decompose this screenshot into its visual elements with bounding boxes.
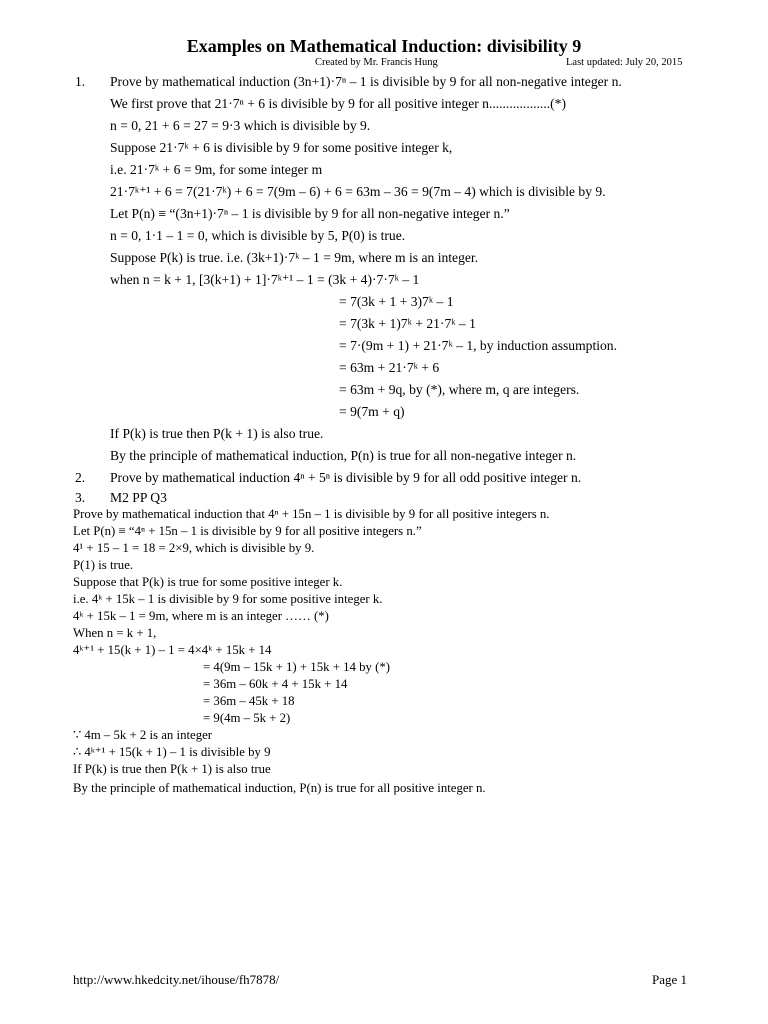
ex3-conclusion: ∵ 4m – 5k + 2 is an integer	[73, 728, 213, 742]
ex1-step: = 9(7m + q)	[339, 404, 405, 419]
ex3-line: 4ᵏ⁺¹ + 15(k + 1) – 1 = 4×4ᵏ + 15k + 14	[73, 643, 272, 657]
author-credit: Created by Mr. Francis Hung	[315, 57, 438, 68]
page-title: Examples on Mathematical Induction: divisibility 9	[186, 36, 582, 56]
ex1-step: = 7(3k + 1)7ᵏ + 21·7ᵏ – 1	[339, 316, 476, 331]
ex3-line: Let P(n) ≡ “4ⁿ + 15n – 1 is divisible by 9 for all positive integers n.”	[73, 524, 422, 538]
ex1-conclusion: If P(k) is true then P(k + 1) is also true.	[110, 426, 324, 441]
ex3-line: Suppose that P(k) is true for some positive integer k.	[73, 575, 343, 589]
ex3-step: = 9(4m – 5k + 2)	[203, 711, 291, 725]
ex3-line: 4¹ + 15 – 1 = 18 = 2×9, which is divisible by 9.	[73, 541, 315, 555]
ex3-conclusion: By the principle of mathematical induction, P(n) is true for all positive integer n.	[73, 781, 486, 795]
ex1-line: Let P(n) ≡ “(3n+1)·7ⁿ – 1 is divisible by 9 for all non-negative integer n.”	[110, 206, 510, 221]
example-2-number: 2.	[75, 470, 86, 485]
footer-url: http://www.hkedcity.net/ihouse/fh7878/	[73, 972, 280, 987]
ex3-line: 4ᵏ + 15k – 1 = 9m, where m is an integer …… (*)	[73, 609, 329, 623]
ex3-line: Prove by mathematical induction that 4ⁿ + 15n – 1 is divisible by 9 for all positive integers n.	[73, 507, 550, 521]
last-updated: Last updated: July 20, 2015	[566, 57, 683, 68]
example-3-number: 3.	[75, 490, 86, 505]
ex3-step: = 36m – 45k + 18	[203, 694, 295, 708]
ex1-line: n = 0, 21 + 6 = 27 = 9·3 which is divisible by 9.	[110, 118, 371, 133]
ex3-line: When n = k + 1,	[73, 626, 157, 640]
ex1-step: = 63m + 21·7ᵏ + 6	[339, 360, 440, 375]
ex1-line: Suppose P(k) is true. i.e. (3k+1)·7ᵏ – 1 = 9m, where m is an integer.	[110, 250, 479, 265]
example-1-number: 1.	[75, 74, 86, 89]
ex3-conclusion: ∴ 4ᵏ⁺¹ + 15(k + 1) – 1 is divisible by 9	[73, 745, 271, 759]
ex1-line: 21·7ᵏ⁺¹ + 6 = 7(21·7ᵏ) + 6 = 7(9m – 6) + 6 = 63m – 36 = 9(7m – 4) which is divisible by 9.	[110, 184, 606, 199]
page-number: Page 1	[652, 972, 688, 987]
ex1-line: Suppose 21·7ᵏ + 6 is divisible by 9 for some positive integer k,	[110, 140, 453, 155]
ex3-line: i.e. 4ᵏ + 15k – 1 is divisible by 9 for some positive integer k.	[73, 592, 383, 606]
ex1-line: i.e. 21·7ᵏ + 6 = 9m, for some integer m	[110, 162, 323, 177]
ex1-line: Prove by mathematical induction (3n+1)·7ⁿ – 1 is divisible by 9 for all non-negative integer n.	[110, 74, 622, 89]
ex3-step: = 4(9m – 15k + 1) + 15k + 14 by (*)	[203, 660, 391, 674]
ex1-line: n = 0, 1·1 – 1 = 0, which is divisible by 5, P(0) is true.	[110, 228, 406, 243]
ex1-step: = 7·(9m + 1) + 21·7ᵏ – 1, by induction assumption.	[339, 338, 617, 353]
ex3-heading: M2 PP Q3	[110, 490, 167, 505]
ex1-line: when n = k + 1, [3(k+1) + 1]·7ᵏ⁺¹ – 1 = (3k + 4)·7·7ᵏ – 1	[110, 272, 420, 287]
ex1-line: We first prove that 21·7ⁿ + 6 is divisible by 9 for all positive integer n..................(*)	[110, 96, 566, 111]
ex3-step: = 36m – 60k + 4 + 15k + 14	[203, 677, 348, 691]
ex2-line: Prove by mathematical induction 4ⁿ + 5ⁿ is divisible by 9 for all odd positive integer n.	[110, 470, 582, 485]
ex1-step: = 63m + 9q, by (*), where m, q are integers.	[339, 382, 580, 397]
ex3-conclusion: If P(k) is true then P(k + 1) is also true	[73, 762, 271, 776]
ex3-line: P(1) is true.	[73, 558, 134, 572]
ex1-step: = 7(3k + 1 + 3)7ᵏ – 1	[339, 294, 454, 309]
ex1-conclusion: By the principle of mathematical induction, P(n) is true for all non-negative integer n.	[110, 448, 577, 463]
